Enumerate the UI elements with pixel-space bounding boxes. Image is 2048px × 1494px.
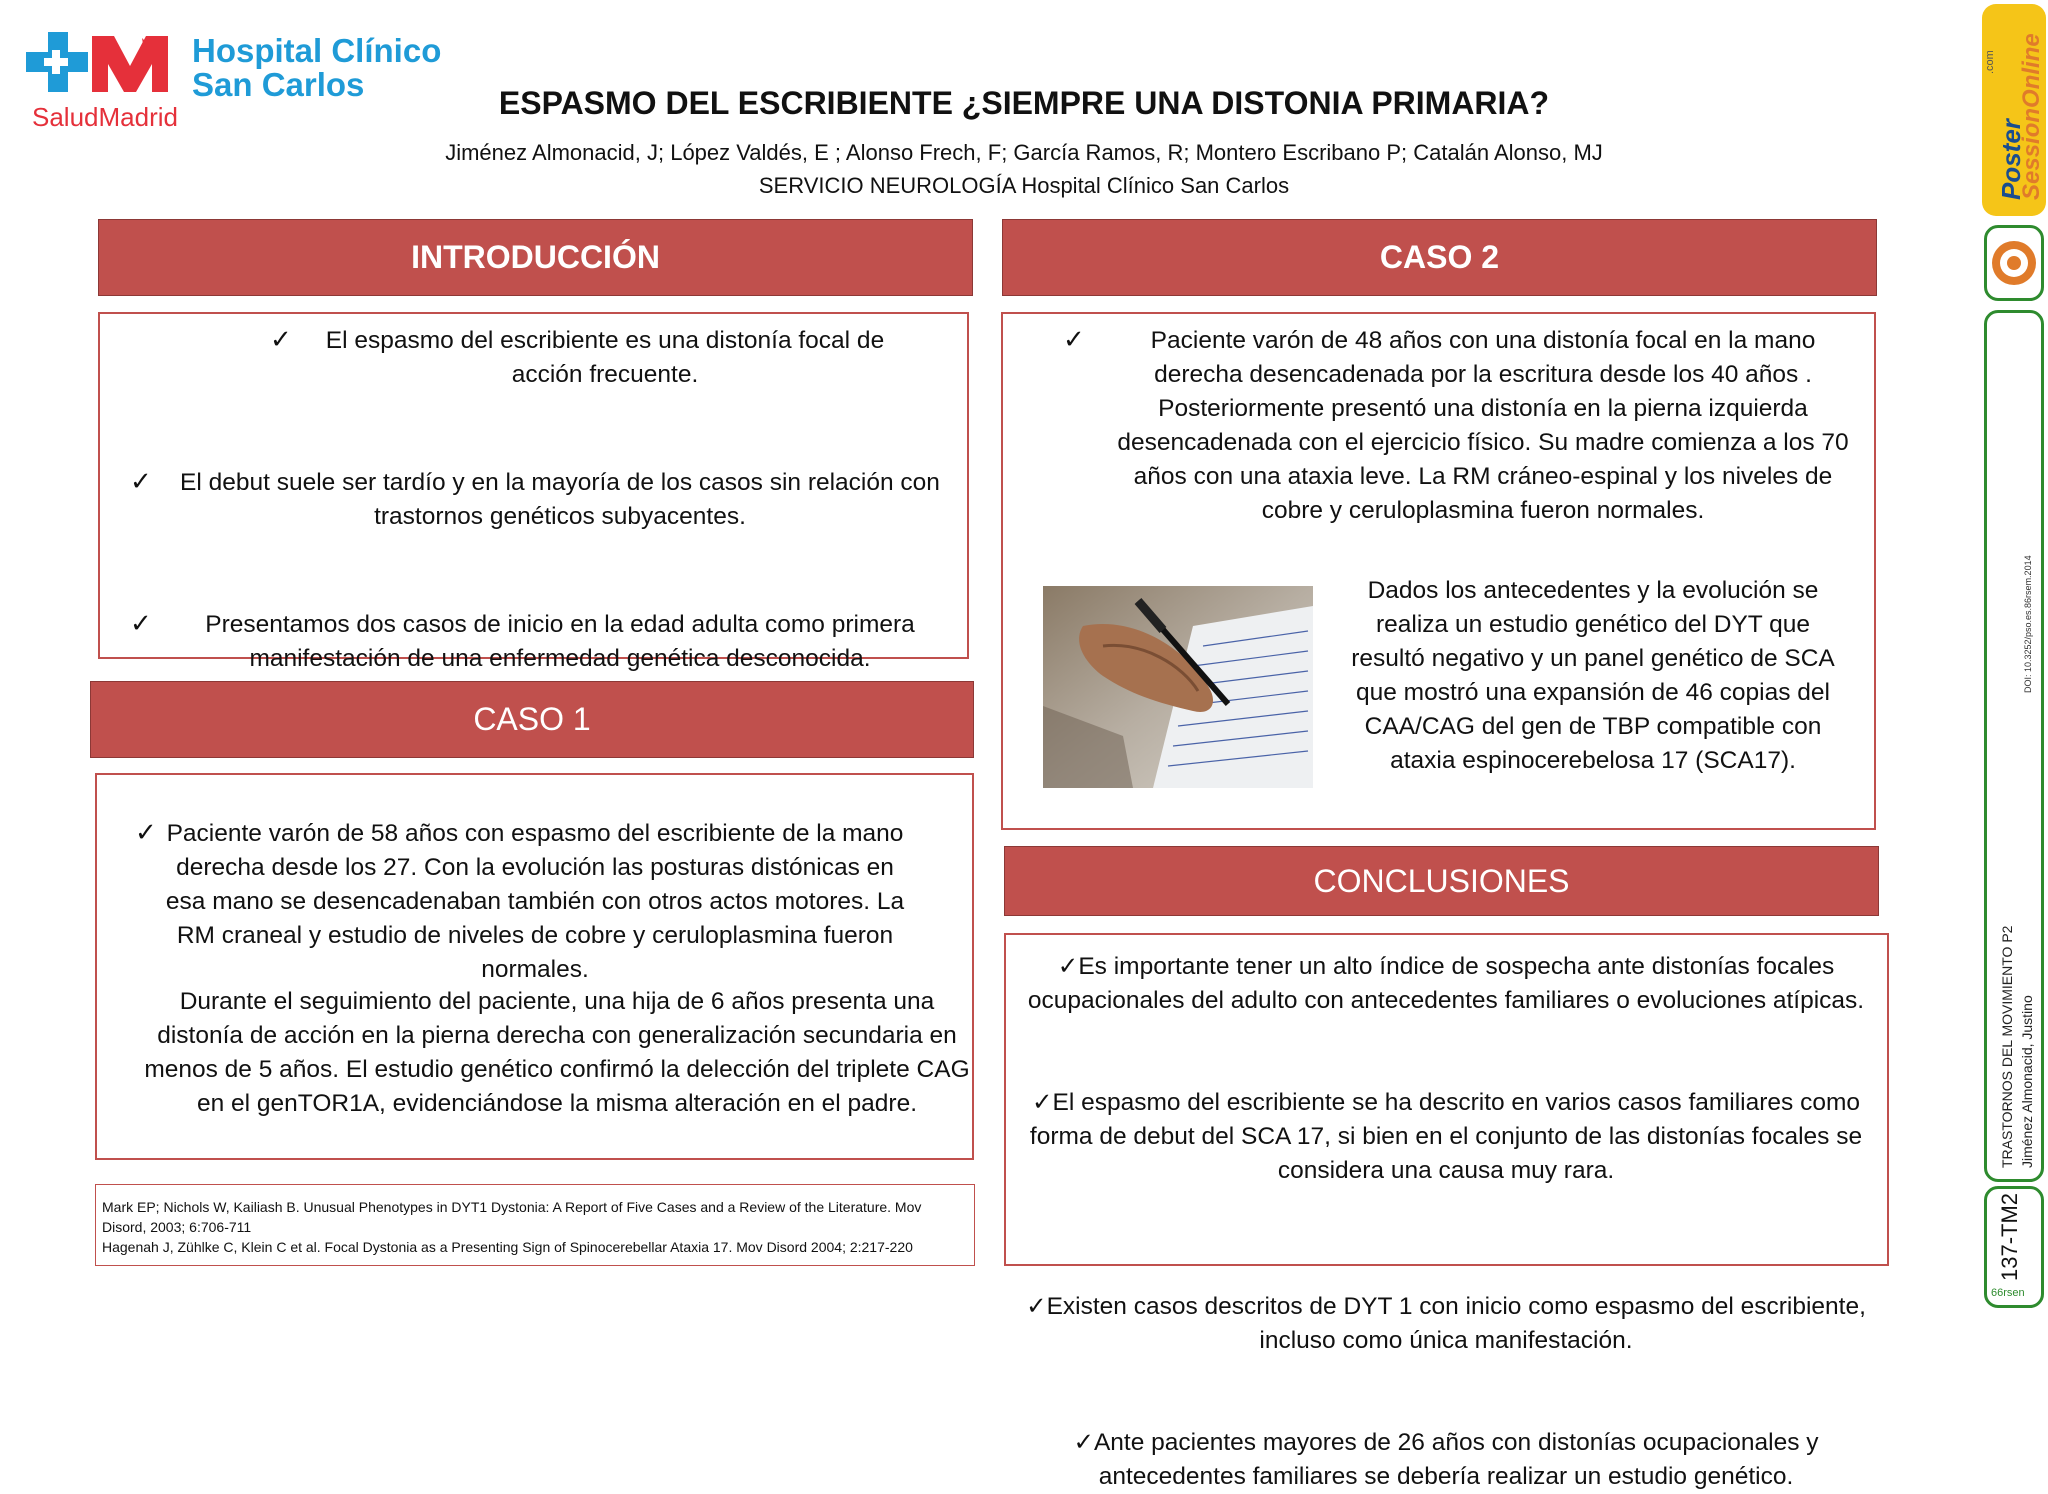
caso1-paragraph: Durante el seguimiento del paciente, una hija de 6 años presenta una distonía de acción en la pierna derecha con generalización secundaria en menos de 5 años. El estudio genético confirmó la delección del triplete CAG en el genTOR1A, evidenciándose la misma alteración en el padre. — [144, 988, 970, 1117]
conclusion-item: ✓Existen casos descritos de DYT 1 con inicio como espasmo del escribiente, incluso como única manifestación. — [1026, 1293, 1866, 1354]
poster-title: ESPASMO DEL ESCRIBIENTE ¿SIEMPRE UNA DISTONIA PRIMARIA? — [498, 85, 1550, 121]
session-online-label: SessionOnline — [2018, 33, 2045, 200]
conclusion-item: ✓Es importante tener un alto índice de sospecha ante distonías focales ocupacionales del adulto con antecedentes familiares o evoluciones atípicas. — [1027, 953, 1865, 1014]
check-icon: ✓ — [1057, 953, 1079, 980]
conclusion-item: ✓Ante pacientes mayores de 26 años con distonías ocupacionales y antecedentes familiares se debería realizar un estudio genético. — [1073, 1429, 1819, 1490]
intro-item: ✓ Presentamos dos casos de inicio en la edad adulta como primera manifestación de una enfermedad genética desconocida. — [130, 608, 915, 672]
check-icon: ✓ — [135, 817, 157, 847]
check-icon: ✓ — [130, 466, 152, 496]
reference-item: Hagenah J, Zühlke C, Klein C et al. Focal Dystonia as a Presenting Sign of Spinocerebellar Ataxia 17. Mov Disord 2004; 2:217-220 — [102, 1239, 913, 1255]
check-icon: ✓ — [1063, 324, 1085, 354]
authors: Jiménez Almonacid, J; López Valdés, E ; Alonso Frech, F; García Ramos, R; Montero Escribano P; Catalán Alonso, MJ — [445, 140, 1603, 165]
references-box — [95, 1184, 975, 1266]
check-icon: ✓ — [1031, 1089, 1053, 1116]
check-icon: ✓ — [1073, 1429, 1094, 1456]
conclusiones-heading: CONCLUSIONES — [1004, 846, 1879, 916]
author-label: Jiménez Almonacid, Justino — [2019, 995, 2035, 1168]
conclusion-item: ✓El espasmo del escribiente se ha descrito en varios casos familiares como forma de debut del SCA 17, si bien en el conjunto de las distonías focales se considera una causa muy rara. — [1029, 1089, 1863, 1184]
conclusiones-box — [1004, 933, 1889, 1490]
logo-line-2: San Carlos — [192, 66, 365, 103]
poster-session-online-badge[interactable] — [1982, 4, 2046, 216]
logo-line-1: Hospital Clínico — [192, 32, 442, 69]
doi-label: DOI: 10.3252/pso.es.86rsem.2014 — [2023, 555, 2033, 693]
poster-code-badge — [1984, 1186, 2044, 1308]
caso2-item: ✓ Paciente varón de 48 años con una distonía focal en la mano derecha desencadenada por la escritura desde los 40 años . Posteriormente presentó una distonía en la pierna izquierda desencadenada con el ejercicio físico. Su madre comienza a los 70 años con una ataxia leve. La RM cráneo-espinal y los niveles de cobre y ceruloplasmina fueron normales. — [1063, 324, 1849, 524]
society-logo-badge — [1984, 225, 2044, 301]
poster-info-strip — [1984, 310, 2044, 1182]
handwriting-photo — [1043, 586, 1313, 788]
society-logo-icon — [1987, 228, 2041, 298]
intro-item: ✓ El debut suele ser tardío y en la mayoría de los casos sin relación con trastornos genéticos subyacentes. — [130, 466, 940, 530]
dotcom-label: .com — [1984, 50, 1996, 74]
salud-madrid-label: SaludMadrid — [32, 102, 178, 132]
caso1-item: ✓ Paciente varón de 58 años con espasmo del escribiente de la mano derecha desde los 27. Con la evolución las posturas distónicas en esa mano se desencadenaban también con otros actos motores. La RM craneal y estudio de niveles de cobre y ceruloplasmina fueron normales. — [135, 817, 905, 983]
intro-item: ✓ El espasmo del escribiente es una distonía focal de acción frecuente. — [270, 324, 885, 388]
poster-label: Poster — [1996, 119, 2026, 200]
caso2-paragraph: Dados los antecedentes y la evolución se realiza un estudio genético del DYT que resultó negativo y un panel genético de SCA que mostró una expansión de 46 copias del CAA/CAG del gen de TBP compatible con ataxia espinocerebelosa 17 (SCA17). — [1351, 577, 1835, 774]
check-icon: ✓ — [270, 324, 292, 354]
caso2-heading: CASO 2 — [1002, 219, 1877, 296]
congress-label: 66rsen — [1991, 1287, 2025, 1299]
caso1-heading: CASO 1 — [90, 681, 974, 758]
category-label: TRASTORNOS DEL MOVIMIENTO P2 — [1999, 925, 2015, 1168]
check-icon: ✓ — [1026, 1293, 1047, 1320]
poster-code: 137-TM2 — [1997, 1192, 2022, 1281]
reference-item: Mark EP; Nichols W, Kailiash B. Unusual Phenotypes in DYT1 Dystonia: A Report of Five Cases and a Review of the Literature. Mov Disord, 2003; 6:706-711 — [102, 1199, 922, 1235]
department: SERVICIO NEUROLOGÍA Hospital Clínico San Carlos — [758, 173, 1290, 198]
caso1-box — [95, 773, 974, 1160]
introduccion-box — [98, 312, 969, 672]
caso2-box — [1001, 312, 1876, 830]
check-icon: ✓ — [130, 608, 152, 638]
introduccion-heading: INTRODUCCIÓN — [98, 219, 973, 296]
